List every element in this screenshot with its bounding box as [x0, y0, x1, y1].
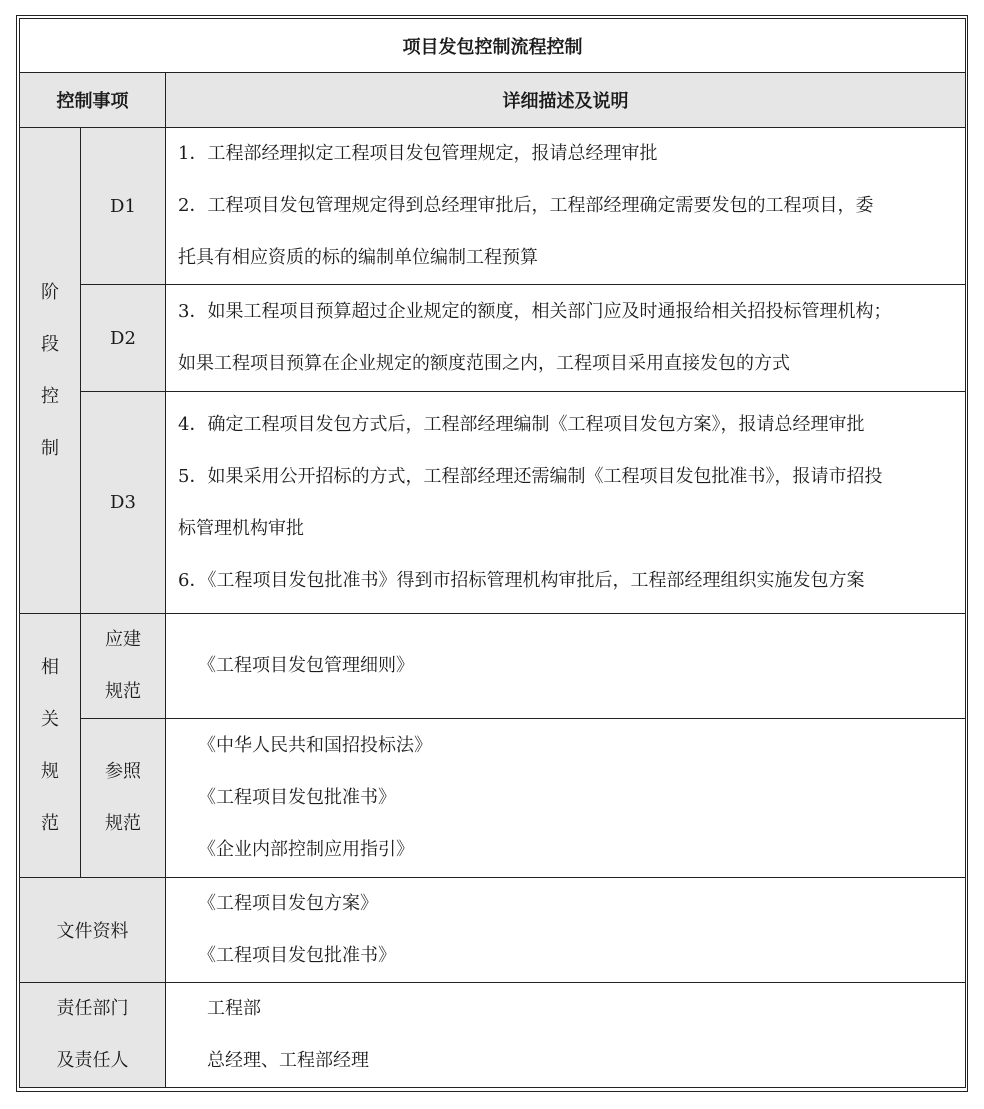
- stage-desc-d1: 1．工程部经理拟定工程项目发包管理规定，报请总经理审批 2．工程项目发包管理规定得到总经理审批后，工程部经理确定需要发包的工程项目，委 托具有相应资质的标的编制单位编制工程预算: [166, 128, 966, 285]
- should-build-norms-label: 应建 规范: [81, 614, 166, 719]
- responsible-items: 工程部 总经理、工程部经理: [166, 983, 966, 1088]
- files-items: 《工程项目发包方案》 《工程项目发包批准书》: [166, 878, 966, 983]
- stage-code-d1: D1: [81, 128, 166, 285]
- should-build-norms-items: 《工程项目发包管理细则》: [166, 614, 966, 719]
- reference-norms-label: 参照 规范: [81, 719, 166, 878]
- stage-desc-d2: 3．如果工程项目预算超过企业规定的额度，相关部门应及时通报给相关招投标管理机构； 如果工程项目预算在企业规定的额度范围之内，工程项目采用直接发包的方式: [166, 285, 966, 392]
- header-control-item: 控制事项: [20, 73, 166, 128]
- related-norms-label: 相 关 规 范: [20, 614, 81, 878]
- responsible-label: 责任部门 及责任人: [20, 983, 166, 1088]
- header-description: 详细描述及说明: [166, 73, 966, 128]
- stage-code-d3: D3: [81, 392, 166, 614]
- stage-code-d2: D2: [81, 285, 166, 392]
- reference-norms-items: 《中华人民共和国招投标法》 《工程项目发包批准书》 《企业内部控制应用指引》: [166, 719, 966, 878]
- files-label: 文件资料: [20, 878, 166, 983]
- stage-desc-d3: 4．确定工程项目发包方式后，工程部经理编制《工程项目发包方案》，报请总经理审批 5．如果采用公开招标的方式，工程部经理还需编制《工程项目发包批准书》，报请市招投 标管理机构审批 6．《工程项目发包批准书》得到市招标管理机构审批后，工程部经理组织实施发包方案: [166, 392, 966, 614]
- stage-control-label: 阶 段 控 制: [20, 128, 81, 614]
- table-title: 项目发包控制流程控制: [20, 19, 966, 73]
- control-table: [19, 18, 966, 1088]
